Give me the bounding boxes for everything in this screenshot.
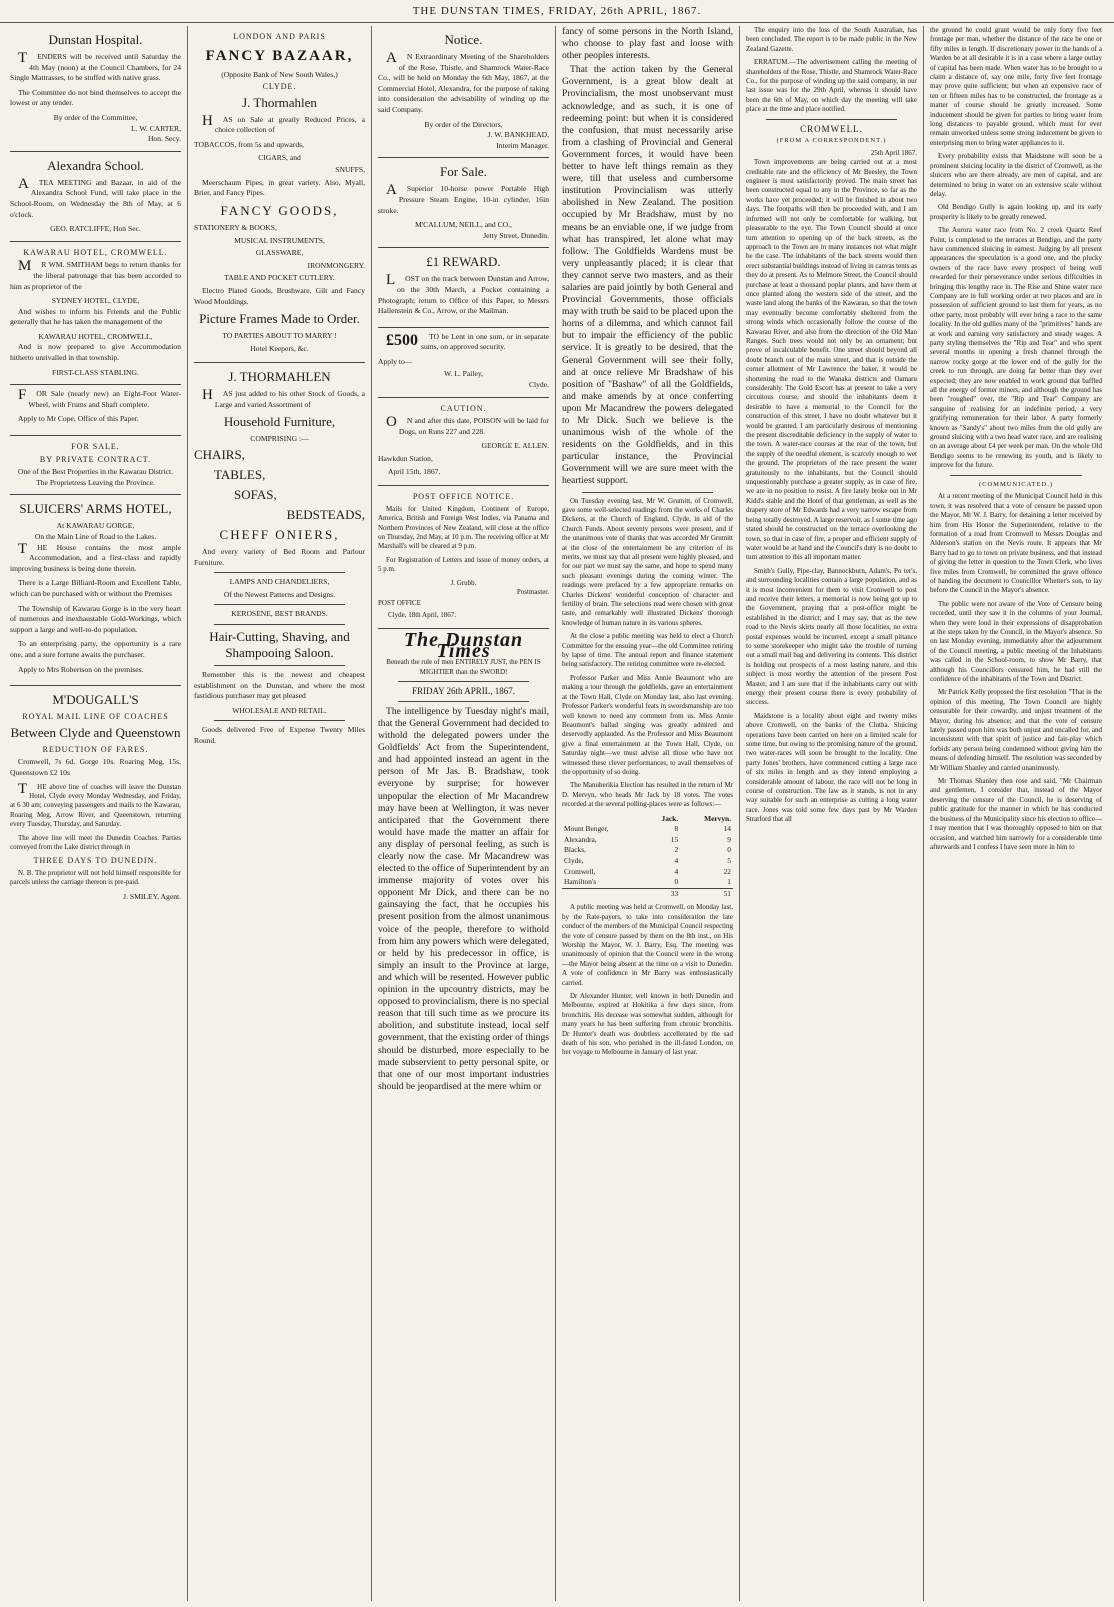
- poll-mervyn: 5: [727, 855, 731, 865]
- editorial-continued: fancy of some persons in the North Island, who choose to play fast and loose with other peoples interests.: [562, 26, 733, 62]
- school-sign: GEO. RATCLIFFE, Hon Sec.: [50, 224, 141, 234]
- wheel-apply: Apply to Mr Cope, Office of this Paper.: [18, 414, 139, 424]
- hospital-sign: L. W. CARTER,: [131, 123, 181, 133]
- loan-place: Clyde.: [528, 380, 549, 390]
- sluicers-apply: Apply to Mrs Robertson on the premises.: [18, 664, 144, 674]
- maidstone: Every probability exists that Maidstone will soon be a prominent sluicing locality in the district of Cromwell, as the sluicers who are there already, are men of capital, and are determined to bring in water on an extensive scale without delay.: [930, 152, 1102, 198]
- paper-title: The Dunstan Times: [403, 629, 524, 662]
- bazaar-line-14: Hotel Keepers, &c.: [250, 343, 309, 353]
- poll-row: [562, 845, 733, 856]
- furniture-wholesale: WHOLESALE AND RETAIL.: [232, 705, 327, 715]
- furniture-remember: Remember this is the newest and cheapest establishment on the Dunstan, and where the most fastidious purchaser may get pleased: [194, 670, 365, 701]
- poll-mervyn: 0: [727, 845, 731, 855]
- council-censure: At a recent meeting of the Municipal Council held in this town, it was resolved that a vote of censure be passed upon the Mayor, Mr W. J. Barry, for detaining a letter received by him from His Honor the Superintendent, relative to the formation of a road from Cromwell to Messrs Douglas and Alderson's station on the Nevis route. It appears that Mr Barry had to go to town on private business, and that instead of giving the letter in question to the Town Clerk, who lives five miles from Cromwell, he committed the grave offence of handing the document to Councillor Whetter's son, to lay before the Council in the Mayor's absence.: [930, 492, 1102, 595]
- hospital-body: TENDERS will be received until Saturday the 4th May (noon) at the Council Chambers, for 24 Single Mattrasses, to be stuffed with native grass.: [10, 50, 181, 83]
- cromwell-sub: (FROM A CORRESPONDENT.): [776, 137, 887, 145]
- poll-total: [562, 888, 733, 899]
- reward-body: LOST on the track between Dunstan and Arrow, on the 30th March, a Pocket containing a Photograph; return to Office of this Paper, to Messrs Hallenstein & Co., Arrow, or the Mailman.: [378, 272, 549, 316]
- post-date: Clyde, 18th April, 1867.: [388, 610, 457, 619]
- poll-mervyn: 22: [723, 866, 731, 876]
- caution-sign: GEORGE E. ALLEN.: [481, 441, 549, 451]
- coaches-ad: [10, 686, 181, 908]
- poll-total-jack: 33: [645, 888, 680, 899]
- bazaar-line-3: SNUFFS,: [335, 165, 365, 175]
- kawarau-hotel-ad: [10, 242, 181, 386]
- furniture-title: Household Furniture,: [223, 414, 336, 430]
- private-sale-ad: [10, 436, 181, 495]
- poll-row: [562, 824, 733, 835]
- furniture-item-1: CHAIRS,: [194, 447, 245, 463]
- editorial: [378, 629, 549, 1093]
- kawarau-sydney: SYDNEY HOTEL, CLYDE,: [51, 296, 140, 306]
- furniture-name: J. THORMAHLEN: [228, 369, 331, 385]
- furniture-saloon: Hair-Cutting, Shaving, and Shampooing Saloon.: [209, 629, 350, 661]
- column-6: [924, 26, 1108, 1601]
- caution-ad: [378, 398, 549, 487]
- loan-amount: £500: [386, 331, 418, 349]
- poll-table: [562, 814, 733, 900]
- school-ad: [10, 152, 181, 242]
- forsale-title: For Sale.: [440, 164, 487, 180]
- post-title: POST OFFICE NOTICE.: [412, 492, 515, 502]
- coaches-sub: ROYAL MAIL LINE OF COACHES: [22, 712, 169, 722]
- bazaar-line-13: TO PARTIES ABOUT TO MARRY !: [222, 331, 337, 341]
- post-sign: J. Grubb.: [450, 578, 477, 587]
- loan-text: TO be Lent in one sum, or in separate sums, on approved security.: [421, 331, 549, 352]
- bendigo: Old Bendigo Gully is again looking up, and its early prosperity is likely to be greatly renewed.: [930, 203, 1102, 221]
- bazaar-line-10: TABLE AND POCKET CUTLERY.: [224, 273, 335, 283]
- notice-sign: J. W. BANKHEAD,: [487, 130, 549, 140]
- cromwell-continued: the ground he could grant would be only forty five feet frontage per man, whether the distance of the race be one or fifty miles in length. If discretionary power in the hands of a Warden be at all desirable it is in a case where a large outlay of capital has been made. When water has to be brought to a claim a distance of, say one mile, forty five feet frontage may prove quite sufficient; but when an expensive race of ten or fifteen miles has to be constructed, the frontage as a matter of course should be greatly increased. Some inducement should be given for parties to bring water from long distances to payable ground, which must for ever remain unworked unless some strong inducement be given to enterprising men to bring water appliances to it.: [930, 26, 1102, 147]
- poll-jack: 15: [670, 834, 679, 844]
- hospital-note: The Committee do not bind themselves to accept the lowest or any tender.: [10, 87, 181, 108]
- coaches-reduction: REDUCTION OF FARES.: [42, 744, 149, 754]
- furniture-item-5: CHEFF ONIERS,: [219, 527, 340, 543]
- forsale-address: Jetty Street, Dunedin.: [483, 230, 549, 240]
- parker-beaumont: Professor Parker and Miss Annie Beaumont who are making a tour through the goldfields, gave an entertainment at the Town Hall, Clyde on Monday last, also last evening. Professor Parker's wonderful feats in swordsmanship are too well known to need any comment from us. Miss Annie Beaumont's ballad singing was greatly admired and deservedly applauded. As the Professor and Miss Beaumont give a final entertainment at the Town Hall, Clyde, on Saturday night—we must advise all those who have not witnessed these clever performances, to avail themselves of the opportunity of so doing.: [562, 673, 733, 776]
- school-body: ATEA MEETING and Bazaar, in aid of the Alexandra School Fund, will take place in the School-Room, on Wednesday the 8th of May, at 6 o'clock.: [10, 175, 181, 219]
- kawarau-title: KAWARAU HOTEL, CROMWELL.: [23, 247, 168, 257]
- poll-row: [562, 835, 733, 846]
- south-australian-enquiry: The enquiry into the loss of the South Australian, has been concluded. The report is to be made public in the New Zealand Gazette.: [746, 26, 917, 53]
- kawarau-body: MR WM. SMITHAM begs to return thanks for the liberal patronage that has been accorded to him as proprietor of the: [10, 258, 181, 291]
- coaches-nb: N. B. The proprietor will not hold himself responsible for parcels unless the carriage thereon is pre-paid.: [10, 868, 181, 887]
- dr-hunter-obituary: Dr Alexander Hunter, well known in both Dunedin and Melbourne, expired at Hokitika a few days since, from bronchitis. His decease was somewhat sudden, although for many years he has been suffering from chronic bronchitis. Dr Hunter's death was doubtless accellerated by the sad death of his son, who perished in the ill-fated London, on her voyage to Melbourne in January of last year.: [562, 991, 733, 1057]
- poll-place: Cromwell,: [564, 866, 596, 876]
- engine-sale-ad: [378, 158, 549, 248]
- poll-total-label: [562, 888, 645, 899]
- poll-row: [562, 856, 733, 867]
- furniture-body: HAS just added to his other Stock of Goods, a Large and varied Assortment of: [202, 387, 365, 409]
- bazaar-title: FANCY BAZAAR,: [205, 47, 354, 64]
- coaches-title: M'DOUGALL'S: [52, 692, 139, 708]
- church-meeting: At the close a public meeting was held to elect a Church Committee for the ensuing year—the old Committee retiring by lapse of time. The annual report and finance statement being satisfactory. The retiring committee were re-elected.: [562, 632, 733, 669]
- coaches-three-days: THREE DAYS TO DUNEDIN.: [33, 856, 158, 866]
- sluicers-arms-ad: [10, 495, 181, 686]
- reward-title: £1 REWARD.: [426, 254, 501, 270]
- poll-place: Blacks,: [564, 845, 586, 855]
- bazaar-line-7: MUSICAL INSTRUMENTS,: [234, 235, 325, 245]
- furniture-item-2: TABLES,: [214, 467, 266, 483]
- election-result: The Manuherikia Election has resulted in the return of Mr D. Mervyn, who heads Mr Jack by 18 votes. The votes recorded at the several polling-places were as follows:—: [562, 781, 733, 809]
- caution-body: ON and after this date, POISON will be laid for Dogs, on Runs 227 and 228.: [386, 414, 549, 436]
- cromwell-body-2: Smith's Gully, Pipe-clay, Bannockburn, Adam's, Po ter's, and surrounding localities contain a large population, and as it is most inconvenient for them to visit Cromwell to post and receive their letters, a memorial is now being got up to the Government, praying that a post-office might be established in the district; and I may say, that as the new road to the Nevis skirts nearly all those localities, no extra postal expenses would be incurred, except a small pittance to some storekeeper who might take the trouble of turning out a small mail bag and delivering its contents. This district is holding out prospects of a most lasting nature, and this subject is most worthy the attention of the present Post Master, and I am sure that if the inhabitants carry out with energy their present course there is every probability of success.: [746, 566, 917, 707]
- kawarau-body-3: And is now prepared to give Accommodation hitherto unrivalled in that township.: [10, 342, 181, 363]
- hospital-sign-title: Hon. Secy.: [147, 134, 181, 144]
- bazaar-sub: (Opposite Bank of New South Wales,): [221, 69, 338, 79]
- bazaar-line-8: GLASSWARE,: [255, 248, 304, 258]
- caution-date: April 15th, 1867.: [388, 466, 441, 476]
- sluicers-body: THE House contains the most ample Accommodation, and a first-class and rapidly improving business is being done therein.: [10, 540, 181, 573]
- bazaar-line-11: Electro Plated Goods, Brushware, Gilt and Fancy Wood Mouldings.: [194, 285, 365, 306]
- bazaar-line-12: Picture Frames Made to Order.: [199, 311, 360, 327]
- notice-title: Notice.: [444, 32, 483, 47]
- hospital-title: Dunstan Hospital.: [48, 32, 143, 47]
- notice-sign-title: Interim Manager.: [496, 140, 549, 150]
- poll-place: Alexandra,: [564, 834, 597, 844]
- coaches-route: Between Clyde and Queenstown: [10, 724, 181, 740]
- furniture-delivered: Goods delivered Free of Expense Twenty Miles Round.: [194, 725, 365, 745]
- sale-body: One of the Best Properties in the Kawarau District.: [18, 467, 173, 477]
- bazaar-top: LONDON AND PARIS: [233, 32, 326, 41]
- poll-mervyn: 9: [727, 834, 731, 844]
- caution-place: Hawkdun Station,: [378, 454, 433, 464]
- sale-body-2: The Proprietress Leaving the Province.: [36, 477, 155, 487]
- post-body-2: For Registration of Letters and issue of money orders, at 5 p.m.: [378, 555, 549, 574]
- poll-place: Mount Benger,: [564, 824, 609, 834]
- dickens-readings: On Tuesday evening last, Mr W. Grumitt, of Cromwell, gave some well-selected readings from the works of Charles Dickens, at the Church of England, Clyde, in aid of the Church Funds. About seventy persons were present, and if the unanimous vote of thanks that was accorded Mr Grumitt at the close of the entertainment be any criterion of its merits, we must say that all present were highly pleased, and for our part we must say the same, and hope to spend many such pleasant evenings during the coming winter. The readings were prefaced by a few appropriate remarks on Charles Dickens' wonderful conception of character and fertility of brain. The selections read were chosen with great taste, and remarkably well illustrated Dickens' thorough knowledge of human nature in its various spheres.: [562, 496, 733, 627]
- aurora-race: The Aurora water race from No. 2 creek Quartz Reef Point, is completed to the terraces at Bendigo, and the party have commenced sluicing in earnest. Judging by all present appearances the speculation is a good one, and the plucky owners of the race have every prospect of being well rewarded for their perseverance under serious difficulties in bringing this lengthy race in. The Rise and Shine water race Company are in full working order at two places and are in possession of sufficient ground to last them for years, as no other party, most probably will ever bring a race to the same locality. In the old gullies many of the "primitives" hands are at work and earning very satisfactory and steady wages. A party styling themselves the "Rip and Tear" and who spent several months in opening a fresh channel through the narrow rocky gorge at the lower end of the gully for the creek to run through, are doing far better than they ever expected; they are now enabled to work ground that baffled all the energy of former miners, and although the ground has been "roughed" over, the "Rip and Tear" Company are sanguine of realising for an indefinite period, a very gratifying remuneration for their labor. A party formerly known as "Sandy's" about two miles from the old gully are ground sluicing with a two head water race, and are realising on an average about £4 per week per man. On the whole Old Bendigo seems to be renewing its youth, and is likely to improve for the future.: [930, 226, 1102, 470]
- sluicers-road: On the Main Line of Road to the Lakes.: [34, 532, 157, 541]
- masthead: THE DUNSTAN TIMES, FRIDAY, 26th APRIL, 1867.: [0, 0, 1114, 23]
- poll-jack: 4: [674, 866, 679, 876]
- sluicers-sub: At KAWARAU GORGE,: [56, 521, 135, 531]
- bazaar-place: CLYDE.: [262, 82, 297, 92]
- public-disapprobation: The public were not aware of the Vote of Censure being recorded, until they saw it in the columns of your Journal, when they were loud in their expressions of disapprobation at the steps taken by the Council, in the Mayor's absence. So on last Monday evening, immediately after the adjournment of the Council meeting, a public meeting of the Inhabitants was called in the School-room, to show Mr Barry, that although his Councillors censured him, he had still the confidence of the inhabitants of the Town and District.: [930, 599, 1102, 683]
- furniture-kerosene: KEROSENE, BEST BRANDS.: [231, 609, 328, 619]
- bazaar-name: J. Thormahlen: [242, 94, 317, 110]
- post-body: Mails for United Kingdom, Continent of Europe, America, British and Foreign West Indies, via Panama and Northern Provinces of New Zealand, will close at the office on Thursday, 2nd May, at 10 p.m. The receiving office at Mr Marshall's will be cleared at 9 p.m.: [378, 504, 549, 551]
- reward-ad: [378, 248, 549, 327]
- poll-row: [562, 877, 733, 888]
- post-place: POST OFFICE: [378, 599, 421, 608]
- kawarau-hotel-name: KAWARAU HOTEL, CROMWELL,: [38, 331, 153, 341]
- loan-apply: Apply to—: [378, 356, 413, 366]
- poll-place: Clyde,: [564, 855, 584, 865]
- furniture-lamps: LAMPS AND CHANDELIERS,: [229, 577, 330, 587]
- poll-header-jack: Jack.: [661, 813, 679, 823]
- hospital-ad: [10, 26, 181, 152]
- bazaar-line-5: FANCY GOODS,: [220, 202, 339, 218]
- furniture-item-4: BEDSTEADS,: [286, 507, 365, 523]
- poll-mervyn: 14: [723, 824, 731, 834]
- bazaar-line-6: STATIONERY & BOOKS,: [194, 222, 277, 232]
- loan-ad: [378, 328, 549, 398]
- sale-sub: BY PRIVATE CONTRACT.: [39, 454, 152, 464]
- column-4: [556, 26, 740, 1601]
- kelly-resolution: Mr Patrick Kelly proposed the first resolution "That in the opinion of this meeting, The Town Council are highly censurable for their cowardly, and unjust treatment of the Mayor, during his absence; and that the vote of censure lately passed upon him was both unjust and uncalled for, and inconsistent with that spirit of justice and fair-play which forbids any person being condemned without giving him the means of defending himself. The resolution was seconded by Mr William Shanley and carried unanimously.: [930, 688, 1102, 772]
- poll-jack: 2: [674, 845, 679, 855]
- fancy-bazaar-ad: [194, 26, 365, 363]
- poll-header-place: [562, 814, 645, 825]
- poll-mervyn: 1: [727, 877, 731, 887]
- notice-order: By order of the Directors,: [424, 119, 503, 129]
- sale-title: FOR SALE.: [71, 442, 120, 452]
- forsale-body: ASuperior 10-horse power Portable High Pressure Steam Engine, 10-in cylinder, 16in stroke.: [378, 182, 549, 215]
- sluicers-title: SLUICERS' ARMS HOTEL,: [19, 501, 172, 517]
- notice-body: AN Extraordinary Meeting of the Shareholders of the Rose, Thistle, and Shamrock Water-Race Co., will be held on Monday the 6th May, 1867, at the Commercial Hotel, Alexandra, for the purpose of taking into consideration the advisability of winding up the said Company.: [378, 50, 549, 114]
- coaches-body-2: The above line will meet the Dunedin Coaches. Parties conveyed from the Lake district through in: [10, 833, 181, 851]
- poll-header: [562, 814, 733, 825]
- sluicers-body-3: The Township of Kawarau Gorge is in the very heart of numerous and inexhaustable Gold-Workings, which support a large and well-to-do population.: [10, 603, 181, 634]
- editorial-body-2: That the action taken by the General Government, is a great blow dealt at Provincialism, the most unobservant must acknowledge, and as such, it is one of redeeming point: but when it is considered the confusion, that must necessarily arise from a clashing of Provincial and General Government forces, it would have been better to have left things remain as they were, till that useless and cumbersome institution Provincialism was utterly abolished in New Zealand. The position occupied by Mr Bradshaw, must by no means be an enviable one, if we judge from what has transpired, let alone what may follow. The Goldfields Wardens must be very unpleasantly placed; it is clear that they cannot serve two masters, and as their salaries are paid jointly by both General and Provincial Governments, those officials may with truth be said to be placed upon the horns of a dilemma, and which cannot fail but to impair the efficiency of the public service. It is greatly to be desired, that the General Government will see their folly, and at once relieve Mr Bradshaw of his position of "Bashaw" of all the Goldfields, and make amends by at once conferring upon Mr Macandrew the powers delegated to Mr Dick. Such we believe is the unanimous wish of the whole of the residents on the Goldfields, and in this particular instance, the Provincial Government will we are sure meet with the heartiest support.: [562, 64, 733, 487]
- forsale-sign: M'CALLUM, NEILL, and CO.,: [415, 220, 512, 230]
- poll-total-mervyn: 51: [680, 888, 733, 899]
- poll-row: [562, 867, 733, 878]
- column-2: [188, 26, 372, 1601]
- coaches-sign: J. SMILEY, Agent.: [123, 891, 181, 901]
- coaches-fares: Cromwell, 7s 6d. Gorge 10s. Roaring Meg, 15s. Queenstown £2 10s: [10, 757, 181, 777]
- loan-sign: W. L. Pailey,: [443, 369, 484, 379]
- erratum: ERRATUM.—The advertisement calling the meeting of shareholders of the Rose, Thistle, and Shamrock Water-Race Co., for the purpose of winding up the said company, in our last issue was for the 29th April, whereas it should have been the 6th of May, on which day the meeting will take place at the time and place notified.: [746, 58, 917, 114]
- paper-dateline: FRIDAY 26th APRIL, 1867.: [411, 686, 516, 697]
- poll-header-mervyn: Mervyn.: [704, 813, 731, 823]
- furniture-designs: Of the Newest Patterns and Designs.: [223, 589, 336, 599]
- bazaar-body: HAS on Sale at greatly Reduced Prices, a choice collection of: [202, 112, 365, 135]
- furniture-ad: [194, 363, 365, 756]
- column-3: [372, 26, 556, 1601]
- sluicers-body-2: There is a Large Billiard-Room and Excellent Table, which can be purchased with or without the Premises: [10, 578, 181, 598]
- public-meeting: A public meeting was held at Cromwell, on Monday last, by the Rate-payers, to take into consideration the late conduct of the members of the Municipal Council respecting the vote of censure passed by them on the 8th inst., on His Worship the Mayor, W. J. Barry, Esq. The meeting was unanimously of opinion that the Council were in the wrong—the Mayor being absent at the time on a visit to Dunedin. A vote of confidence in Mr Barry was enthusiastically carried.: [562, 903, 733, 987]
- cromwell-body-3: Maidstone is a locality about eight and twenty miles above Cromwell, on the banks of the Clutha. Sluicing operations have been carried on here on a limited scale for some time, but owing to the promising nature of the ground, two water-races will soon be brought to the locality. One party Jones' brothers, have commenced cutting a large race of six miles in length and as they intend employing a considerable amount of labour, the race will not be long in course of construction. The law as it stands, is not in any way suitable for such an enterprise as cutting a long water race. Jones was told some few days past by Mr Warden Stratford that all: [746, 711, 917, 824]
- shanley-speech: Mr Thomas Shanley then rose and said, "Mr Chairman and gentlemen, I consider that, instead of the Mayor deserving the censure of the Council, he is deserving of public gratitude for the manner in which he has conducted the business of the Municipality since his election to office—I may mention that I was thoroughly opposed to him on that occasion, and watched him narrowly for a considerable time afterwards and I confess I have seen more in him to: [930, 777, 1102, 851]
- water-wheel-ad: [10, 385, 181, 436]
- bazaar-line-9: IRONMONGERY.: [307, 260, 365, 270]
- kawarau-stabling: FIRST-CLASS STABLING.: [52, 367, 139, 377]
- furniture-comprising: COMPRISING :—: [250, 434, 309, 444]
- kawarau-body-2: And wishes to inform his Friends and the Public generally that he has taken the management of the: [10, 306, 181, 327]
- poll-jack: 8: [674, 824, 679, 834]
- furniture-item-3: SOFAS,: [234, 487, 277, 503]
- sluicers-body-4: To an enterprising party, the opportunity is a rare one, and a sure fortune awaits the purchaser.: [10, 639, 181, 659]
- furniture-body-2: And every variety of Bed Room and Parlour Furniture.: [194, 547, 365, 567]
- communicated-title: (COMMUNICATED.): [978, 480, 1054, 488]
- bazaar-line-2: CIGARS, and: [258, 152, 301, 162]
- post-sign-title: Postmaster.: [516, 588, 549, 597]
- hospital-order: By order of the Committee,: [53, 112, 138, 122]
- column-5: [740, 26, 924, 1601]
- newspaper-columns: [4, 26, 1110, 1601]
- editorial-body: The intelligence by Tuesday night's mail, that the General Government had decided to withold the delegated powers under the Goldfields' Act from the Superintendent, and had appointed instead an agent in the person of Mr Jas. B. Bradshaw, took everyone by surprise; for however unpopular the election of Mr Macandrew may have been at Wellington, it was never anticipated that the Government there would have made the matter an affair for any display of personal feeling, as such is clearly now the case. Mr Macandrew was elected to the office of Superintendent by an immense majority of votes over his opponent Mr Dick, and there can be no gainsaying the fact, that he occupies his present position from the almost unanimous voice of the people, therefore to withold from him any powers which were delegated, or held by his predecessor in office, is simply an insult to the Province at large, and which will be resented. However public opinion in the upcountry districts, may be opposed to provincialism, there is no special reason that till such time as we procure its abolition, and substitute instead, local self government, that the existing order of things should be disturbed, more especially to be made subservient to petty personal spite, or that one of our most important industries should be jeopardised at the mere whim or: [378, 705, 549, 1092]
- post-office-ad: [378, 486, 549, 629]
- notice-ad: [378, 26, 549, 158]
- poll-place: Hamilton's: [564, 877, 597, 887]
- bazaar-line-1: TOBACCOS, from 5s and upwards,: [194, 139, 304, 149]
- cromwell-date: 25th April 1867.: [870, 148, 917, 157]
- bazaar-line-4: Meerschaum Pipes, in great variety. Also, Myall, Brier, and Fancy Pipes.: [194, 177, 365, 198]
- caution-title: CAUTION.: [440, 403, 487, 413]
- cromwell-body: Town improvements are being carried out at a most creditable rate and the efficiency of Mr Beesley, the Town engineer is most satisfactorily proved. The main street has been constructed equal to any in the Province, so far as the works have yet proceeded; it will be finished in about two days. The footpaths will then be proceeded with, and I am informed will not only be comfortable for walking, but pleasurable to the eye. The Town Council should at once turn attention to opening up of the back streets, as the approach to the Town are in many instances not what might be the case. The inhabitants of the back streets would then erect substantial buildings instead of living in canvas tents as they do at present. As to Melmore Street, the Council should purchase at least a thousand poplar plants, and have them at once planted along the western side of the street, and the waste land along the banks of the Kawarau, so that the town may eventually become comfortably sheltered from the strong winds which occasionally follow the course of the Kawarau River, and also from the direction of the Old Man Ranges. Such trees would not only be an ornament; but prove of incalculable benefit. One street should beyond all doubt branch out of the main street, and that is outside the corner allotment of Mr Lawrence the baker, it would be shortening the road to the Wanaka districts and Oamaru considerably. The Gold Escort has at present to take a very circuitous course, and should the inhabitants deem it desirable to have a memorial to the Council for the construction of this street, I have no doubt whatever but it would be granted. I am particularly desirous of mentioning the present discreditable deficiency in the supply of water to the town. A water-race courses at the rear of the town, but the supply of the needful element, is scarcely enough to wet the ground. The proprietors of the race present the water gratuitously to the inhabitants, but the Council should unquestionably purchase a greater supply, as in case of fire, we are in no position to resist. A fire lately broke out in Mr Kidd's stable and the Hotel of that gentleman, as well as the drapery store of Mr Edwards had a very narrow escape from being totally destroyed. A large reservoir, as I some time ago stated should be constructed on the terrace overlooking the town, so that in case of fire, a proper and efficient supply of water would be at hand and the Council's duty is no doubt to turn attention to this all important matter.: [746, 158, 917, 562]
- poll-jack: 0: [674, 877, 679, 887]
- column-1: [4, 26, 188, 1601]
- wheel-body: FOR Sale (nearly new) an Eight-Foot Water-Wheel, with Frums and Shaft complete.: [18, 387, 181, 409]
- loan-body: [378, 332, 549, 353]
- cromwell-title: CROMWELL.: [800, 123, 863, 134]
- paper-motto: Beneath the rule of men ENTIRELY JUST, the PEN IS MIGHTIER than the SWORD!: [386, 658, 541, 676]
- school-title: Alexandra School.: [47, 157, 144, 173]
- poll-jack: 4: [674, 855, 679, 865]
- coaches-body: THE above line of coaches will leave the Dunstan Hotel, Clyde every Monday Wednesday, and Friday, at 6 30 am; conveying passengers and mails to the Kawarau, Roaring Meg, Arrow River, and Queenstown, returning every Tuesday, Thursday, and Saturday.: [10, 780, 181, 829]
